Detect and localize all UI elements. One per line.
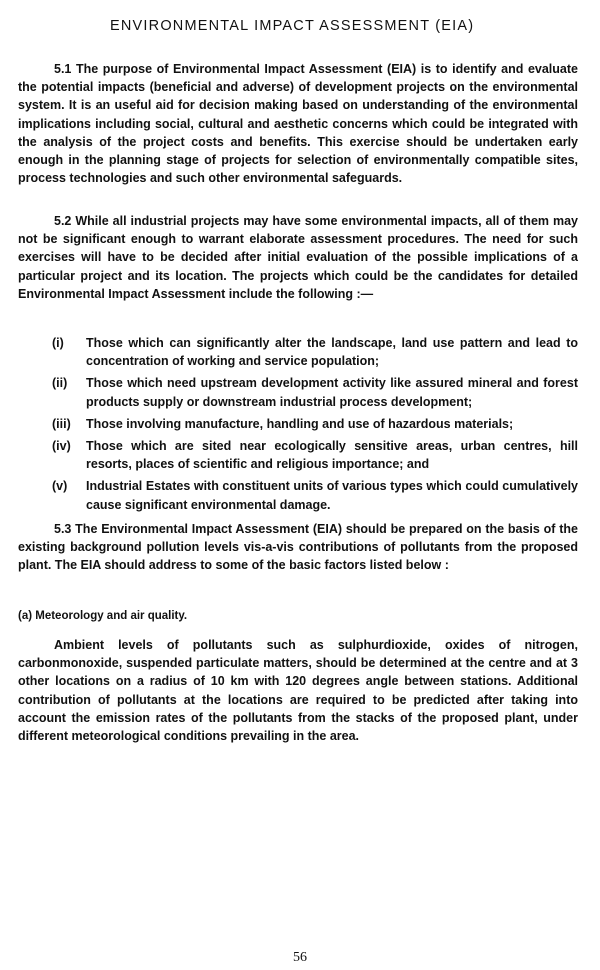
paragraph-5-3-text: 5.3 The Environmental Impact Assessment (EIA) should be prepared on the basis of the existing background pollution levels vis-a-vis contributions of pollutants from the proposed plant. The EIA should address to some of the basic factors listed below : — [18, 522, 578, 573]
page-number: 56 — [293, 950, 307, 965]
paragraph-ambient-levels-text: Ambient levels of pollutants such as sulphurdioxide, oxides of nitrogen, carbonmonoxide, suspended particulate matters, should be determined at the centre and at 3 other locations on a radius of 10 km with 120 degrees angle between stations. Additional contribution of pollutants at the locations are required to be predicted after taking into account the emission rates of the pollutants from the stacks of the proposed plant, under different meteorological conditions prevailing in the area. — [18, 638, 578, 744]
list-item — [52, 437, 578, 473]
list-item-text: Those which can significantly alter the landscape, land use pattern and lead to concentration of working and service population; — [86, 336, 578, 369]
list-item — [52, 415, 578, 433]
list-item-text: Those which need upstream development activity like assured mineral and forest products supply or downstream industrial process development; — [86, 376, 578, 409]
list-item — [52, 477, 578, 513]
list-item-number: (iii) — [52, 416, 71, 431]
paragraph-5-2 — [18, 212, 578, 303]
paragraph-5-1 — [18, 60, 578, 187]
paragraph-5-1-text: 5.1 The purpose of Environmental Impact Assessment (EIA) is to identify and evaluate the potential impacts (beneficial and adverse) of development projects on the environmental system. It is an useful aid for decision making based on understanding of the environmental implications including social, cultural and aesthetic concerns which could be integrated with the analysis of the project costs and benefits. This exercise should be undertaken early enough in the planning stage of projects for selection of environmentally compatible sites, process technologies and such other environmental safeguards. — [18, 62, 578, 186]
candidate-projects-list — [52, 334, 578, 518]
list-item-text: Industrial Estates with constituent units of various types which could cumulatively cause significant environmental damage. — [86, 479, 578, 512]
paragraph-5-2-text: 5.2 While all industrial projects may have some environmental impacts, all of them may not be significant enough to warrant elaborate assessment procedures. The need for such exercises will have to be decided after initial evaluation of the possible implications of a particular project and its location. The projects which could be the candidates for detailed Environmental Impact Assessment include the following :— — [18, 214, 578, 301]
subheading-meteorology: (a) Meteorology and air quality. — [18, 610, 188, 622]
paragraph-ambient-levels — [18, 636, 578, 745]
list-item-text: Those which are sited near ecologically sensitive areas, urban centres, hill resorts, places of scientific and religious importance; and — [86, 439, 578, 472]
list-item — [52, 334, 578, 370]
list-item-number: (ii) — [52, 376, 68, 391]
list-item-number: (i) — [52, 336, 64, 350]
list-item — [52, 374, 578, 410]
list-item-number: (iv) — [52, 439, 71, 454]
page-title: ENVIRONMENTAL IMPACT ASSESSMENT (EIA) — [110, 18, 475, 34]
list-item-number: (v) — [52, 479, 68, 494]
paragraph-5-3 — [18, 520, 578, 575]
list-item-text: Those involving manufacture, handling and use of hazardous materials; — [86, 416, 514, 431]
